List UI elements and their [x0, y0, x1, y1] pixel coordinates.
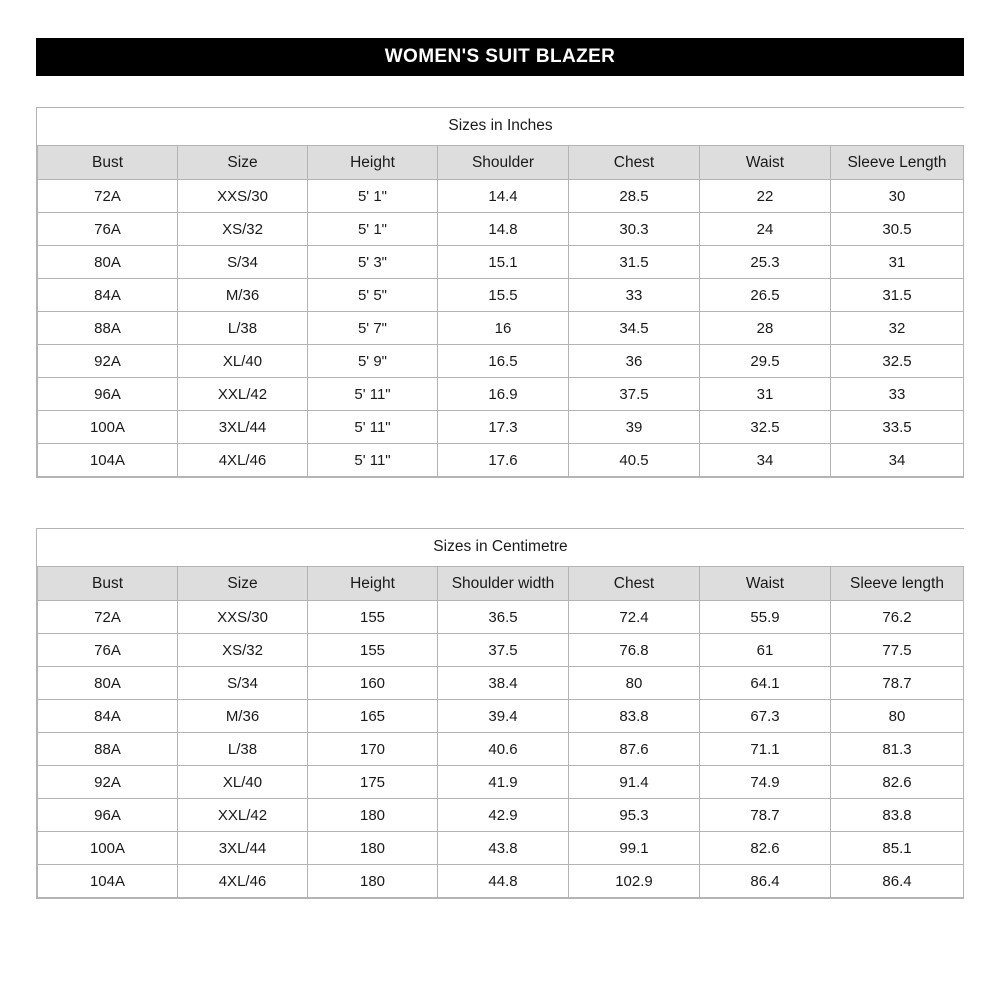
cell-bust: 104A — [38, 444, 178, 477]
cell-bust: 72A — [38, 180, 178, 213]
cell-height: 5' 3" — [308, 246, 438, 279]
cell-size: M/36 — [178, 700, 308, 733]
cell-height: 5' 9" — [308, 345, 438, 378]
cell-waist: 82.6 — [700, 832, 831, 865]
table-row — [38, 799, 964, 832]
table-row — [38, 345, 964, 378]
column-header-waist: Waist — [700, 146, 831, 180]
cell-sleeve-length: 34 — [831, 444, 964, 477]
cell-waist: 26.5 — [700, 279, 831, 312]
column-header-size: Size — [178, 567, 308, 601]
column-header-chest: Chest — [569, 567, 700, 601]
size-table-centimetre-caption: Sizes in Centimetre — [37, 529, 964, 566]
table-row — [38, 865, 964, 898]
cell-height: 5' 5" — [308, 279, 438, 312]
column-header-shoulder: Shoulder — [438, 146, 569, 180]
cell-waist: 61 — [700, 634, 831, 667]
cell-chest: 95.3 — [569, 799, 700, 832]
cell-waist: 31 — [700, 378, 831, 411]
cell-chest: 83.8 — [569, 700, 700, 733]
cell-sleeve-length: 83.8 — [831, 799, 964, 832]
cell-size: XXS/30 — [178, 180, 308, 213]
cell-size: L/38 — [178, 312, 308, 345]
cell-bust: 80A — [38, 667, 178, 700]
cell-bust: 84A — [38, 279, 178, 312]
table-row — [38, 411, 964, 444]
cell-sleeve-length: 30.5 — [831, 213, 964, 246]
cell-sleeve-length: 85.1 — [831, 832, 964, 865]
cell-size: XL/40 — [178, 766, 308, 799]
cell-waist: 55.9 — [700, 601, 831, 634]
table-row — [38, 279, 964, 312]
cell-sleeve-length: 76.2 — [831, 601, 964, 634]
cell-sleeve-length: 32.5 — [831, 345, 964, 378]
cell-size: XS/32 — [178, 634, 308, 667]
table-row — [38, 766, 964, 799]
cell-sleeve-length: 82.6 — [831, 766, 964, 799]
size-table-centimetre — [37, 529, 964, 898]
cell-waist: 67.3 — [700, 700, 831, 733]
cell-shoulder: 16.9 — [438, 378, 569, 411]
cell-bust: 88A — [38, 312, 178, 345]
page-title — [36, 38, 964, 76]
cell-size: XS/32 — [178, 213, 308, 246]
cell-waist: 24 — [700, 213, 831, 246]
cell-shoulder-width: 37.5 — [438, 634, 569, 667]
size-table-inches-caption: Sizes in Inches — [37, 108, 964, 145]
column-header-sleeve-length: Sleeve Length — [831, 146, 964, 180]
cell-sleeve-length: 80 — [831, 700, 964, 733]
cell-shoulder: 16.5 — [438, 345, 569, 378]
cell-waist: 71.1 — [700, 733, 831, 766]
table-row — [38, 733, 964, 766]
cell-height: 170 — [308, 733, 438, 766]
cell-chest: 87.6 — [569, 733, 700, 766]
cell-shoulder: 16 — [438, 312, 569, 345]
cell-height: 5' 11" — [308, 411, 438, 444]
cell-chest: 28.5 — [569, 180, 700, 213]
table-row — [38, 378, 964, 411]
cell-chest: 33 — [569, 279, 700, 312]
cell-height: 5' 1" — [308, 180, 438, 213]
cell-shoulder: 14.4 — [438, 180, 569, 213]
cell-chest: 31.5 — [569, 246, 700, 279]
cell-height: 180 — [308, 799, 438, 832]
cell-shoulder-width: 40.6 — [438, 733, 569, 766]
cell-chest: 39 — [569, 411, 700, 444]
cell-bust: 84A — [38, 700, 178, 733]
size-table-centimetre-block — [36, 528, 964, 899]
table-row — [38, 601, 964, 634]
cell-chest: 80 — [569, 667, 700, 700]
cell-height: 155 — [308, 634, 438, 667]
cell-bust: 104A — [38, 865, 178, 898]
column-header-bust: Bust — [38, 567, 178, 601]
cell-size: S/34 — [178, 667, 308, 700]
column-header-height: Height — [308, 567, 438, 601]
cell-height: 180 — [308, 832, 438, 865]
table-header-row — [38, 146, 964, 180]
cell-size: 3XL/44 — [178, 832, 308, 865]
cell-shoulder-width: 39.4 — [438, 700, 569, 733]
cell-waist: 86.4 — [700, 865, 831, 898]
cell-sleeve-length: 33 — [831, 378, 964, 411]
cell-sleeve-length: 33.5 — [831, 411, 964, 444]
cell-height: 165 — [308, 700, 438, 733]
column-header-shoulder-width: Shoulder width — [438, 567, 569, 601]
cell-waist: 29.5 — [700, 345, 831, 378]
cell-shoulder-width: 43.8 — [438, 832, 569, 865]
cell-bust: 92A — [38, 766, 178, 799]
cell-bust: 96A — [38, 378, 178, 411]
table-row — [38, 700, 964, 733]
cell-sleeve-length: 81.3 — [831, 733, 964, 766]
cell-shoulder-width: 41.9 — [438, 766, 569, 799]
column-header-size: Size — [178, 146, 308, 180]
cell-size: XL/40 — [178, 345, 308, 378]
cell-shoulder: 17.6 — [438, 444, 569, 477]
cell-sleeve-length: 32 — [831, 312, 964, 345]
table-header-row — [38, 567, 964, 601]
cell-bust: 100A — [38, 411, 178, 444]
cell-size: 4XL/46 — [178, 444, 308, 477]
cell-waist: 28 — [700, 312, 831, 345]
cell-sleeve-length: 31 — [831, 246, 964, 279]
cell-chest: 76.8 — [569, 634, 700, 667]
cell-chest: 72.4 — [569, 601, 700, 634]
cell-sleeve-length: 31.5 — [831, 279, 964, 312]
table-row — [38, 444, 964, 477]
cell-bust: 72A — [38, 601, 178, 634]
column-header-sleeve-length: Sleeve length — [831, 567, 964, 601]
cell-shoulder-width: 44.8 — [438, 865, 569, 898]
column-header-waist: Waist — [700, 567, 831, 601]
cell-height: 175 — [308, 766, 438, 799]
cell-shoulder: 14.8 — [438, 213, 569, 246]
cell-size: 3XL/44 — [178, 411, 308, 444]
cell-height: 5' 11" — [308, 378, 438, 411]
column-header-bust: Bust — [38, 146, 178, 180]
cell-size: M/36 — [178, 279, 308, 312]
cell-shoulder: 15.1 — [438, 246, 569, 279]
cell-waist: 64.1 — [700, 667, 831, 700]
cell-bust: 92A — [38, 345, 178, 378]
cell-chest: 36 — [569, 345, 700, 378]
cell-shoulder-width: 42.9 — [438, 799, 569, 832]
cell-sleeve-length: 30 — [831, 180, 964, 213]
table-row — [38, 213, 964, 246]
cell-shoulder: 17.3 — [438, 411, 569, 444]
cell-waist: 34 — [700, 444, 831, 477]
cell-height: 155 — [308, 601, 438, 634]
cell-chest: 99.1 — [569, 832, 700, 865]
size-table-inches-block — [36, 107, 964, 478]
cell-bust: 76A — [38, 213, 178, 246]
column-header-height: Height — [308, 146, 438, 180]
table-row — [38, 246, 964, 279]
cell-chest: 102.9 — [569, 865, 700, 898]
cell-chest: 40.5 — [569, 444, 700, 477]
cell-waist: 78.7 — [700, 799, 831, 832]
page-title-text: WOMEN'S SUIT BLAZER — [384, 46, 616, 67]
table-row — [38, 180, 964, 213]
cell-height: 5' 7" — [308, 312, 438, 345]
cell-chest: 34.5 — [569, 312, 700, 345]
cell-waist: 25.3 — [700, 246, 831, 279]
cell-bust: 100A — [38, 832, 178, 865]
cell-chest: 91.4 — [569, 766, 700, 799]
cell-shoulder-width: 38.4 — [438, 667, 569, 700]
size-table-inches — [37, 108, 964, 477]
table-row — [38, 312, 964, 345]
cell-sleeve-length: 77.5 — [831, 634, 964, 667]
cell-bust: 76A — [38, 634, 178, 667]
cell-sleeve-length: 86.4 — [831, 865, 964, 898]
cell-bust: 88A — [38, 733, 178, 766]
cell-size: XXL/42 — [178, 799, 308, 832]
cell-shoulder-width: 36.5 — [438, 601, 569, 634]
table-row — [38, 667, 964, 700]
cell-sleeve-length: 78.7 — [831, 667, 964, 700]
cell-height: 180 — [308, 865, 438, 898]
cell-waist: 22 — [700, 180, 831, 213]
cell-size: S/34 — [178, 246, 308, 279]
cell-size: L/38 — [178, 733, 308, 766]
cell-waist: 32.5 — [700, 411, 831, 444]
cell-shoulder: 15.5 — [438, 279, 569, 312]
cell-chest: 30.3 — [569, 213, 700, 246]
cell-size: XXS/30 — [178, 601, 308, 634]
cell-bust: 96A — [38, 799, 178, 832]
cell-height: 5' 1" — [308, 213, 438, 246]
cell-size: XXL/42 — [178, 378, 308, 411]
cell-bust: 80A — [38, 246, 178, 279]
cell-height: 160 — [308, 667, 438, 700]
table-row — [38, 634, 964, 667]
cell-height: 5' 11" — [308, 444, 438, 477]
cell-chest: 37.5 — [569, 378, 700, 411]
table-row — [38, 832, 964, 865]
cell-size: 4XL/46 — [178, 865, 308, 898]
column-header-chest: Chest — [569, 146, 700, 180]
cell-waist: 74.9 — [700, 766, 831, 799]
